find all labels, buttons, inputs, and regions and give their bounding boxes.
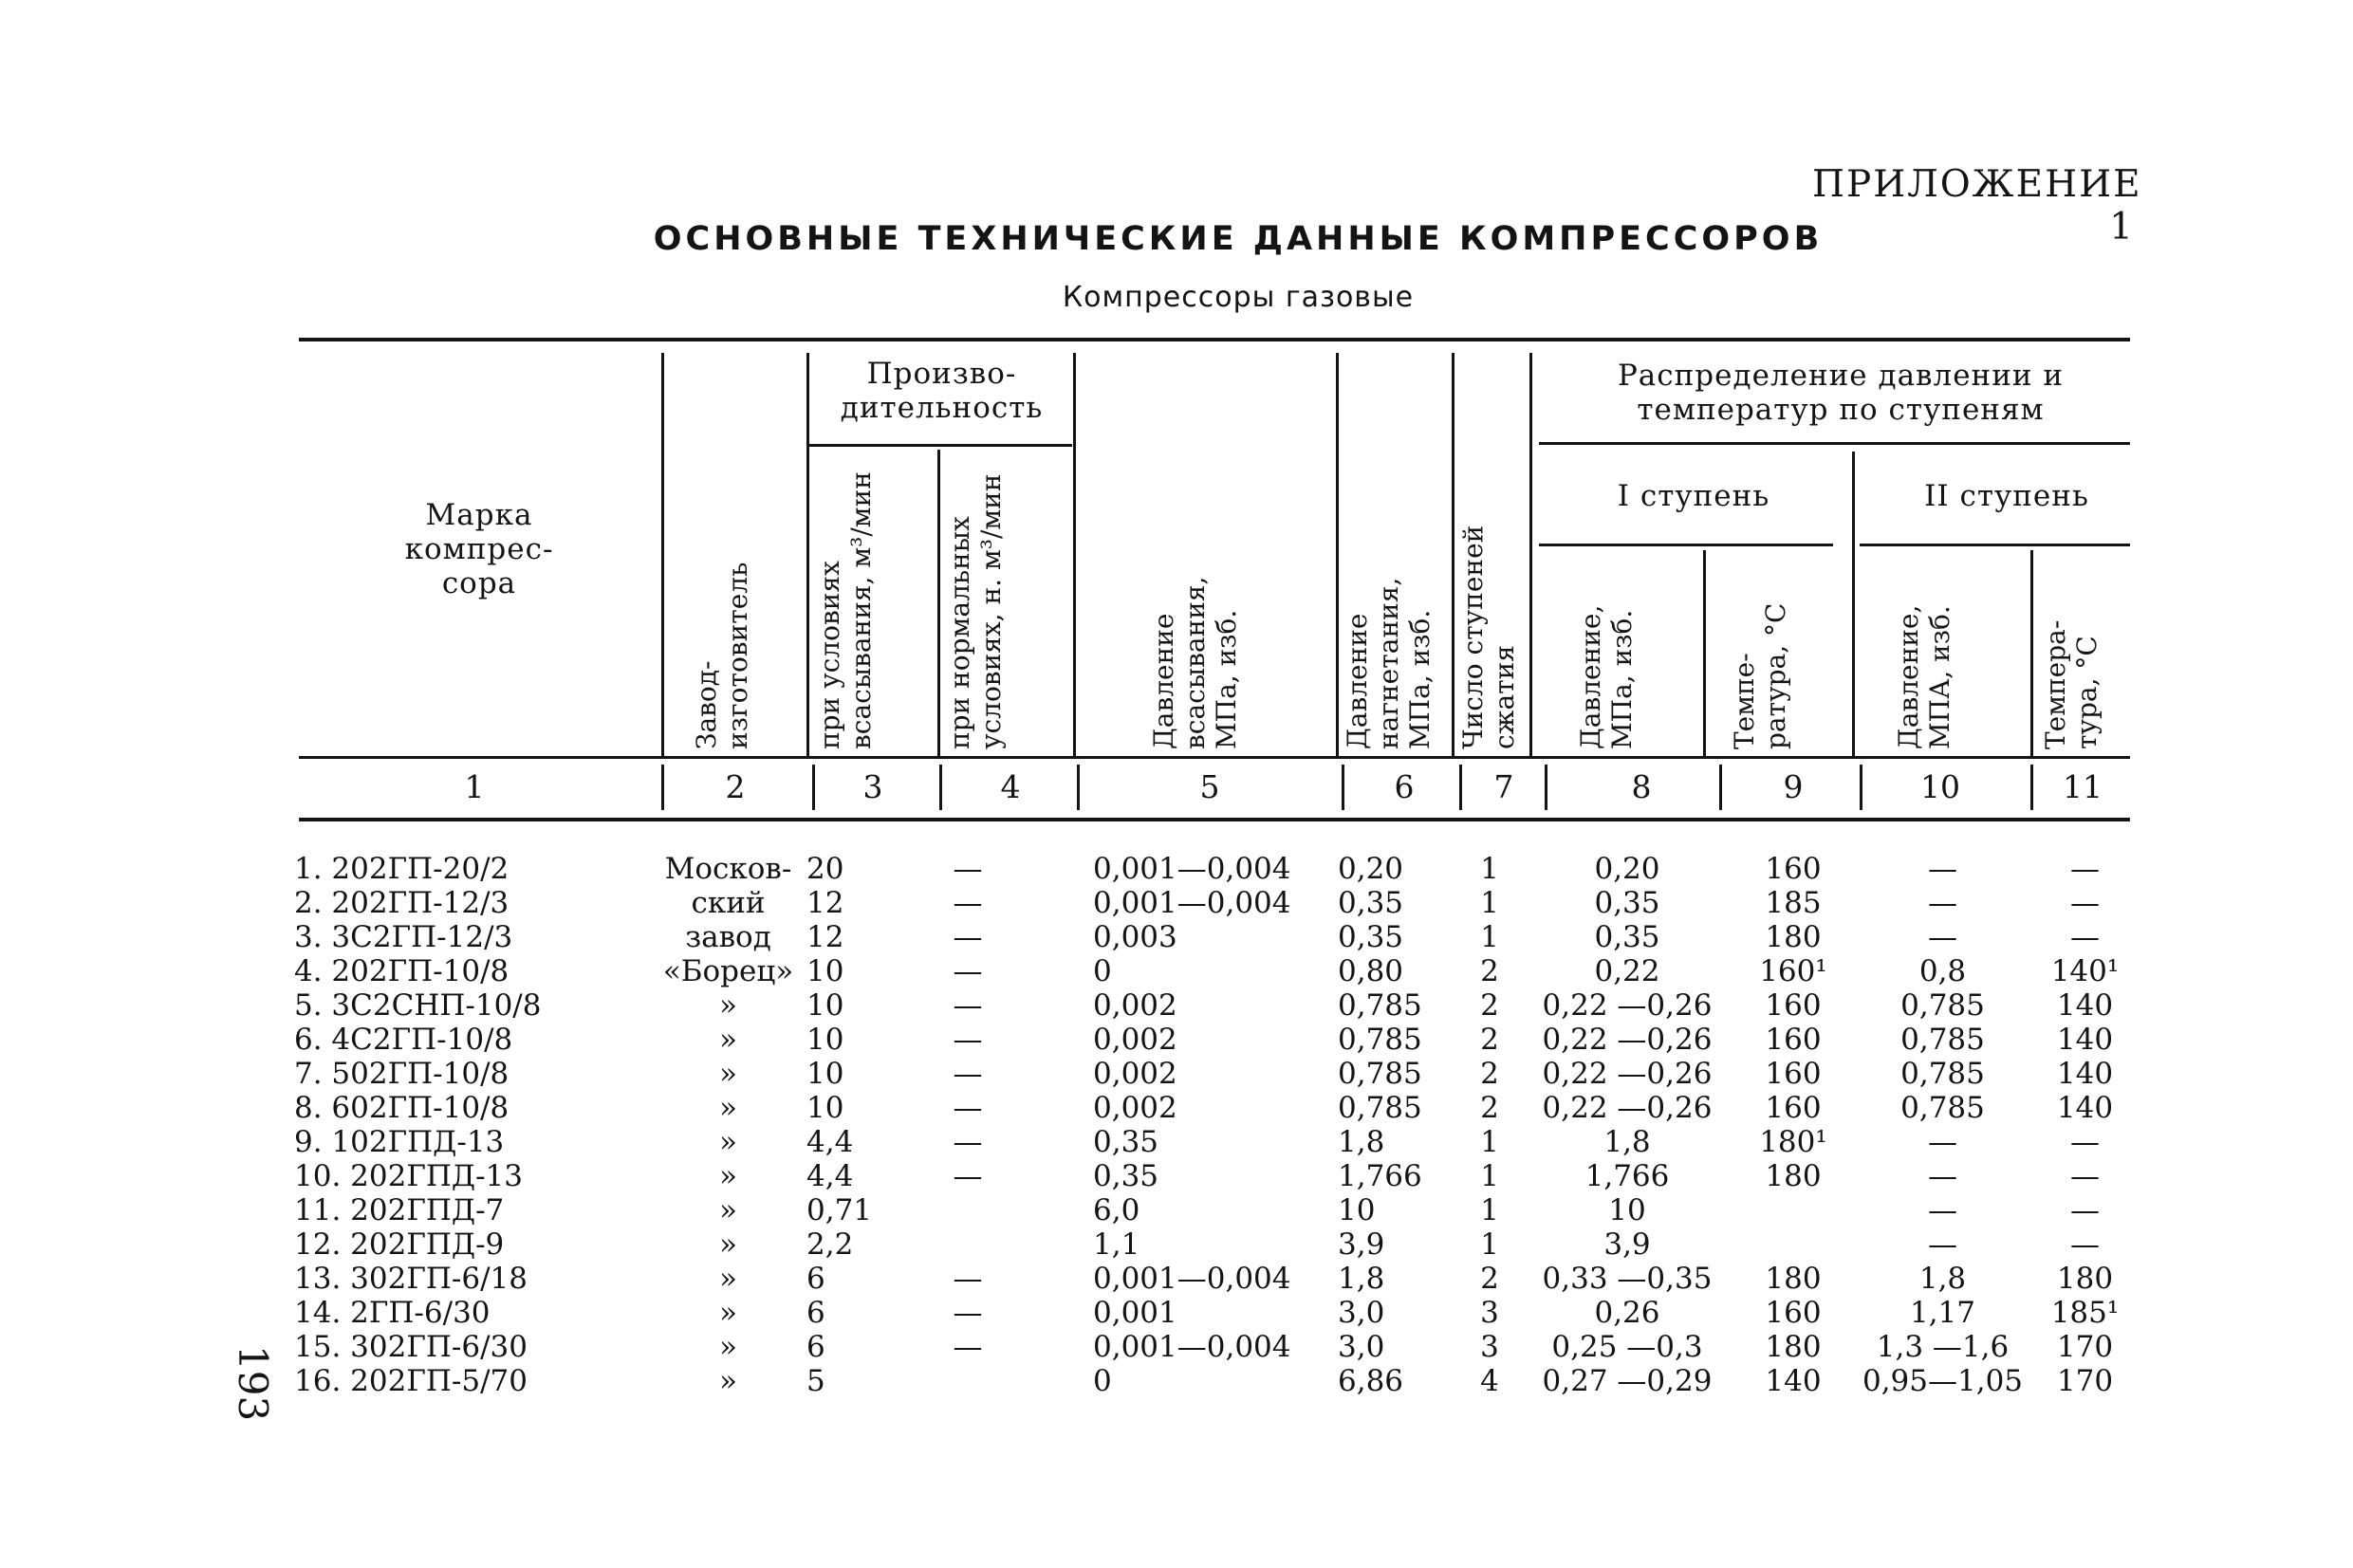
colnum-rule	[1459, 765, 1462, 810]
col5-header-text: Давление всасывания, МПа, изб.	[1148, 576, 1242, 749]
cell-stages: 1	[1480, 1227, 1499, 1262]
cell-s2-temperature: 170	[2056, 1330, 2114, 1364]
colnum-rule	[812, 765, 815, 810]
cell-q-suction: 6	[806, 1330, 825, 1364]
cell-p-suction: 0,003	[1093, 920, 1177, 954]
cell-s1-pressure: 0,22 —0,26	[1542, 988, 1713, 1023]
cell-q-normal: —	[953, 954, 983, 988]
cell-q-suction: 20	[806, 852, 844, 886]
cell-q-suction: 6	[806, 1296, 825, 1330]
cell-q-suction: 10	[806, 1091, 844, 1125]
header-col-rule	[1073, 353, 1076, 756]
header-col-rule	[937, 450, 940, 756]
cell-maker: «Борец»	[662, 954, 794, 988]
column-number: 6	[1394, 768, 1415, 805]
cell-s1-temperature: 180	[1765, 1330, 1822, 1364]
cell-s1-temperature: 160	[1765, 1091, 1822, 1125]
column-number: 1	[464, 768, 485, 805]
cell-q-suction: 12	[806, 886, 844, 920]
cell-p-suction: 0,001	[1093, 1296, 1177, 1330]
cell-p-suction: 0,002	[1093, 1091, 1177, 1125]
cell-s1-temperature: 160	[1765, 852, 1822, 886]
cell-q-suction: 5	[806, 1364, 825, 1398]
cell-maker: завод	[685, 920, 771, 954]
cell-s1-temperature: 160	[1765, 1057, 1822, 1091]
cell-s2-temperature: 140	[2056, 988, 2114, 1023]
header-col-rule	[661, 353, 664, 756]
cell-maker: »	[719, 1262, 737, 1296]
stage1-header: I ступень	[1617, 479, 1770, 513]
cell-maker: »	[719, 1193, 737, 1227]
cell-q-suction: 10	[806, 1023, 844, 1057]
cell-p-discharge: 1,8	[1338, 1125, 1385, 1159]
cell-p-discharge: 0,785	[1338, 1023, 1422, 1057]
cell-s2-pressure: —	[1928, 1227, 1957, 1262]
col7-header	[1457, 474, 1529, 749]
column-number: 7	[1493, 768, 1514, 805]
cell-s2-pressure: 0,785	[1900, 1091, 1985, 1125]
cell-stages: 2	[1480, 1057, 1499, 1091]
col4-header-text: при нормальных условиях, н. м³/мин	[944, 473, 1007, 749]
cell-p-discharge: 0,80	[1338, 954, 1404, 988]
column-number: 8	[1631, 768, 1652, 805]
colnum-bottom-rule	[299, 818, 2130, 821]
col4-header	[944, 455, 1067, 749]
cell-s2-temperature: —	[2070, 920, 2100, 954]
cell-s1-pressure: 0,25 —0,3	[1551, 1330, 1703, 1364]
cell-s2-pressure: —	[1928, 920, 1957, 954]
cell-p-suction: 0,002	[1093, 988, 1177, 1023]
cell-maker: »	[719, 1057, 737, 1091]
cell-s2-temperature: 180	[2056, 1262, 2114, 1296]
stage2-header: II ступень	[1924, 479, 2089, 513]
cell-s2-temperature: —	[2070, 1125, 2100, 1159]
cell-s1-pressure: 0,27 —0,29	[1542, 1364, 1713, 1398]
cell-p-discharge: 0,20	[1338, 852, 1404, 886]
cell-s1-pressure: 0,22 —0,26	[1542, 1091, 1713, 1125]
cell-q-suction: 4,4	[806, 1125, 854, 1159]
cell-stages: 3	[1480, 1330, 1499, 1364]
column-number: 9	[1783, 768, 1804, 805]
cell-s2-temperature: 140	[2056, 1091, 2114, 1125]
column-number: 3	[862, 768, 883, 805]
cell-stages: 1	[1480, 1159, 1499, 1193]
cell-s1-temperature: 180	[1765, 1159, 1822, 1193]
column-number: 5	[1199, 768, 1220, 805]
cell-mark: 9. 102ГПД-13	[294, 1125, 505, 1159]
appendix-label: ПРИЛОЖЕНИЕ 1	[1812, 163, 2142, 249]
cell-s1-pressure: 0,20	[1594, 852, 1660, 886]
cell-s2-pressure: 1,17	[1909, 1296, 1976, 1330]
cell-s2-pressure: —	[1928, 852, 1957, 886]
header-col-rule	[1452, 353, 1454, 756]
cell-p-discharge: 6,86	[1338, 1364, 1404, 1398]
cell-maker: Москов-	[664, 852, 792, 886]
cell-maker: »	[719, 1023, 737, 1057]
col3-header-text: при условиях всасывания, м³/мин	[814, 471, 877, 749]
dist-group-header: Распределение давлении и температур по ступеням	[1617, 359, 2065, 427]
cell-stages: 1	[1480, 852, 1499, 886]
colnum-rule	[1342, 765, 1344, 810]
cell-s2-temperature: 140¹	[2050, 954, 2120, 988]
cell-s1-pressure: 0,35	[1594, 886, 1660, 920]
cell-s2-pressure: —	[1928, 886, 1957, 920]
cell-p-discharge: 0,785	[1338, 1057, 1422, 1091]
cell-mark: 4. 202ГП-10/8	[294, 954, 510, 988]
cell-q-normal: —	[953, 988, 983, 1023]
cell-p-suction: 0,35	[1093, 1159, 1159, 1193]
cell-mark: 6. 4С2ГП-10/8	[294, 1023, 513, 1057]
cell-s1-pressure: 3,9	[1603, 1227, 1651, 1262]
cell-p-discharge: 3,0	[1338, 1296, 1385, 1330]
cell-s2-temperature: 170	[2056, 1364, 2114, 1398]
col3-header	[814, 455, 933, 749]
cell-s2-pressure: —	[1928, 1159, 1957, 1193]
cell-stages: 1	[1480, 920, 1499, 954]
cell-s2-pressure: 0,785	[1900, 988, 1985, 1023]
cell-stages: 1	[1480, 886, 1499, 920]
colnum-rule	[939, 765, 942, 810]
cell-stages: 2	[1480, 954, 1499, 988]
cell-p-discharge: 0,785	[1338, 988, 1422, 1023]
cell-s2-temperature: 140	[2056, 1023, 2114, 1057]
cell-q-normal: —	[953, 1091, 983, 1125]
cell-q-suction: 10	[806, 954, 844, 988]
column-number: 10	[1920, 768, 1960, 805]
cell-p-discharge: 0,35	[1338, 886, 1404, 920]
cell-stages: 1	[1480, 1125, 1499, 1159]
header-bottom-rule	[299, 756, 2130, 759]
cell-p-discharge: 1,766	[1338, 1159, 1422, 1193]
cell-s1-pressure: 0,26	[1594, 1296, 1660, 1330]
cell-q-normal: —	[953, 1296, 983, 1330]
cell-q-normal: —	[953, 1057, 983, 1091]
cell-p-discharge: 1,8	[1338, 1262, 1385, 1296]
cell-stages: 4	[1480, 1364, 1499, 1398]
header-col-rule	[806, 353, 809, 756]
cell-s1-temperature: 180¹	[1759, 1125, 1827, 1159]
cell-s2-temperature: —	[2070, 1193, 2100, 1227]
dist-group-rule	[1539, 442, 2130, 445]
cell-p-suction: 0,35	[1093, 1125, 1159, 1159]
cell-p-suction: 0,002	[1093, 1057, 1177, 1091]
cell-p-suction: 1,1	[1093, 1227, 1140, 1262]
cell-mark: 16. 202ГП-5/70	[294, 1364, 528, 1398]
cell-mark: 11. 202ГПД-7	[294, 1193, 505, 1227]
cell-s1-temperature: 180	[1765, 920, 1822, 954]
cell-mark: 7. 502ГП-10/8	[294, 1057, 510, 1091]
col2-header-text: Завод-изготовитель	[691, 562, 753, 749]
colnum-rule	[661, 765, 664, 810]
column-number: 11	[2063, 768, 2103, 805]
cell-q-normal: —	[953, 852, 983, 886]
colnum-rule	[2030, 765, 2033, 810]
cell-mark: 12. 202ГПД-9	[294, 1227, 505, 1262]
cell-maker: »	[719, 1296, 737, 1330]
column-number: 4	[1000, 768, 1021, 805]
colnum-rule	[1860, 765, 1862, 810]
page-number: 193	[230, 1345, 276, 1422]
cell-s2-pressure: 0,95—1,05	[1862, 1364, 2024, 1398]
col10-header-text: Давление, МПА, изб.	[1893, 604, 1955, 749]
cell-maker: »	[719, 1091, 737, 1125]
cell-maker: »	[719, 1125, 737, 1159]
perf-group-header: Произво-дительность	[840, 357, 1044, 425]
cell-q-suction: 0,71	[806, 1193, 873, 1227]
cell-p-suction: 0	[1093, 1364, 1112, 1398]
cell-p-suction: 0,002	[1093, 1023, 1177, 1057]
cell-q-normal: —	[953, 1159, 983, 1193]
cell-s2-pressure: —	[1928, 1193, 1957, 1227]
colnum-rule	[1719, 765, 1722, 810]
header-col-rule	[1852, 452, 1855, 756]
cell-s1-temperature: 160	[1765, 1296, 1822, 1330]
cell-q-suction: 10	[806, 988, 844, 1023]
cell-stages: 3	[1480, 1296, 1499, 1330]
stage1-rule	[1539, 544, 1833, 546]
header-col-rule	[1703, 550, 1706, 756]
cell-stages: 2	[1480, 988, 1499, 1023]
stage2-rule	[1860, 544, 2130, 546]
cell-mark: 15. 302ГП-6/30	[294, 1330, 528, 1364]
cell-q-normal: —	[953, 1262, 983, 1296]
column-number: 2	[725, 768, 746, 805]
header-col-rule	[1529, 353, 1532, 756]
cell-stages: 2	[1480, 1023, 1499, 1057]
perf-group-rule	[808, 444, 1072, 447]
cell-s2-pressure: 0,8	[1918, 954, 1967, 988]
cell-s2-temperature: —	[2070, 886, 2100, 920]
cell-p-suction: 0,001—0,004	[1093, 852, 1291, 886]
col2-header	[691, 512, 781, 749]
cell-q-normal: —	[953, 886, 983, 920]
cell-q-normal: —	[953, 1023, 983, 1057]
cell-maker: ский	[691, 886, 766, 920]
cell-s2-temperature: —	[2070, 852, 2100, 886]
header-col-rule	[2030, 550, 2033, 756]
cell-s1-temperature: 185	[1765, 886, 1822, 920]
col11-header	[2040, 560, 2130, 749]
cell-s1-pressure: 0,33 —0,35	[1542, 1262, 1713, 1296]
cell-s2-pressure: 0,785	[1900, 1057, 1985, 1091]
cell-s1-pressure: 0,22 —0,26	[1542, 1023, 1713, 1057]
cell-s2-temperature: —	[2070, 1159, 2100, 1193]
cell-p-suction: 0	[1093, 954, 1112, 988]
page-subtitle: Компрессоры газовые	[1062, 281, 1415, 314]
cell-q-suction: 10	[806, 1057, 844, 1091]
cell-p-suction: 0,001—0,004	[1093, 1262, 1291, 1296]
cell-s2-pressure: 1,3 —1,6	[1876, 1330, 2010, 1364]
cell-s1-pressure: 0,35	[1594, 920, 1660, 954]
cell-p-discharge: 10	[1338, 1193, 1376, 1227]
col1-header: Марка компрес-сора	[404, 498, 554, 600]
cell-p-suction: 6,0	[1093, 1193, 1140, 1227]
cell-p-discharge: 3,9	[1338, 1227, 1385, 1262]
col9-header-text: Темпе-ратура, °С	[1729, 602, 1791, 749]
cell-mark: 13. 302ГП-6/18	[294, 1262, 528, 1296]
cell-s1-temperature: 140	[1765, 1364, 1822, 1398]
cell-s1-pressure: 1,766	[1584, 1159, 1670, 1193]
cell-mark: 1. 202ГП-20/2	[294, 852, 510, 886]
cell-stages: 1	[1480, 1193, 1499, 1227]
cell-maker: »	[719, 1227, 737, 1262]
cell-s1-pressure: 10	[1608, 1193, 1646, 1227]
cell-maker: »	[719, 1330, 737, 1364]
cell-s1-temperature: 160	[1765, 1023, 1822, 1057]
cell-q-normal: —	[953, 1330, 983, 1364]
col9-header	[1729, 560, 1833, 749]
col7-header-text: Число ступеней сжатия	[1457, 525, 1520, 749]
cell-mark: 10. 202ГПД-13	[294, 1159, 524, 1193]
cell-s1-temperature: 180	[1765, 1262, 1822, 1296]
cell-s2-pressure: 0,785	[1900, 1023, 1985, 1057]
cell-p-discharge: 3,0	[1338, 1330, 1385, 1364]
cell-maker: »	[719, 1159, 737, 1193]
cell-p-discharge: 0,35	[1338, 920, 1404, 954]
cell-s2-pressure: —	[1928, 1125, 1957, 1159]
cell-s1-temperature: 160¹	[1759, 954, 1827, 988]
cell-s1-pressure: 0,22	[1594, 954, 1660, 988]
cell-s1-pressure: 1,8	[1603, 1125, 1651, 1159]
cell-p-suction: 0,001—0,004	[1093, 1330, 1291, 1364]
col6-header	[1342, 531, 1451, 749]
page-title: ОСНОВНЫЕ ТЕХНИЧЕСКИЕ ДАННЫЕ КОМПРЕССОРОВ	[653, 220, 1824, 258]
header-col-rule	[1336, 353, 1339, 756]
cell-q-suction: 4,4	[806, 1159, 854, 1193]
cell-mark: 8. 602ГП-10/8	[294, 1091, 510, 1125]
cell-q-suction: 6	[806, 1262, 825, 1296]
table-top-rule	[299, 338, 2130, 341]
cell-mark: 14. 2ГП-6/30	[294, 1296, 491, 1330]
cell-s2-temperature: —	[2070, 1227, 2100, 1262]
cell-mark: 2. 202ГП-12/3	[294, 886, 510, 920]
col8-header	[1575, 560, 1670, 749]
cell-mark: 3. 3С2ГП-12/3	[294, 920, 513, 954]
cell-q-suction: 12	[806, 920, 844, 954]
cell-s2-pressure: 1,8	[1918, 1262, 1967, 1296]
cell-q-normal: —	[953, 920, 983, 954]
cell-maker: »	[719, 988, 737, 1023]
col11-header-text: Темпера-тура, °С	[2040, 619, 2103, 749]
cell-q-suction: 2,2	[806, 1227, 854, 1262]
colnum-rule	[1545, 765, 1547, 810]
col6-header-text: Давление нагнетания, МПа, изб.	[1342, 577, 1436, 749]
colnum-rule	[1077, 765, 1080, 810]
cell-stages: 2	[1480, 1262, 1499, 1296]
cell-stages: 2	[1480, 1091, 1499, 1125]
col10-header	[1893, 560, 1988, 749]
cell-p-discharge: 0,785	[1338, 1091, 1422, 1125]
cell-s2-temperature: 140	[2056, 1057, 2114, 1091]
cell-q-normal: —	[953, 1125, 983, 1159]
cell-s1-temperature: 160	[1765, 988, 1822, 1023]
cell-s1-pressure: 0,22 —0,26	[1542, 1057, 1713, 1091]
col8-header-text: Давление, МПа, изб.	[1575, 604, 1638, 749]
cell-mark: 5. 3С2СНП-10/8	[294, 988, 542, 1023]
col5-header	[1148, 531, 1271, 749]
cell-s2-temperature: 185¹	[2050, 1296, 2120, 1330]
cell-maker: »	[719, 1364, 737, 1398]
cell-p-suction: 0,001—0,004	[1093, 886, 1291, 920]
